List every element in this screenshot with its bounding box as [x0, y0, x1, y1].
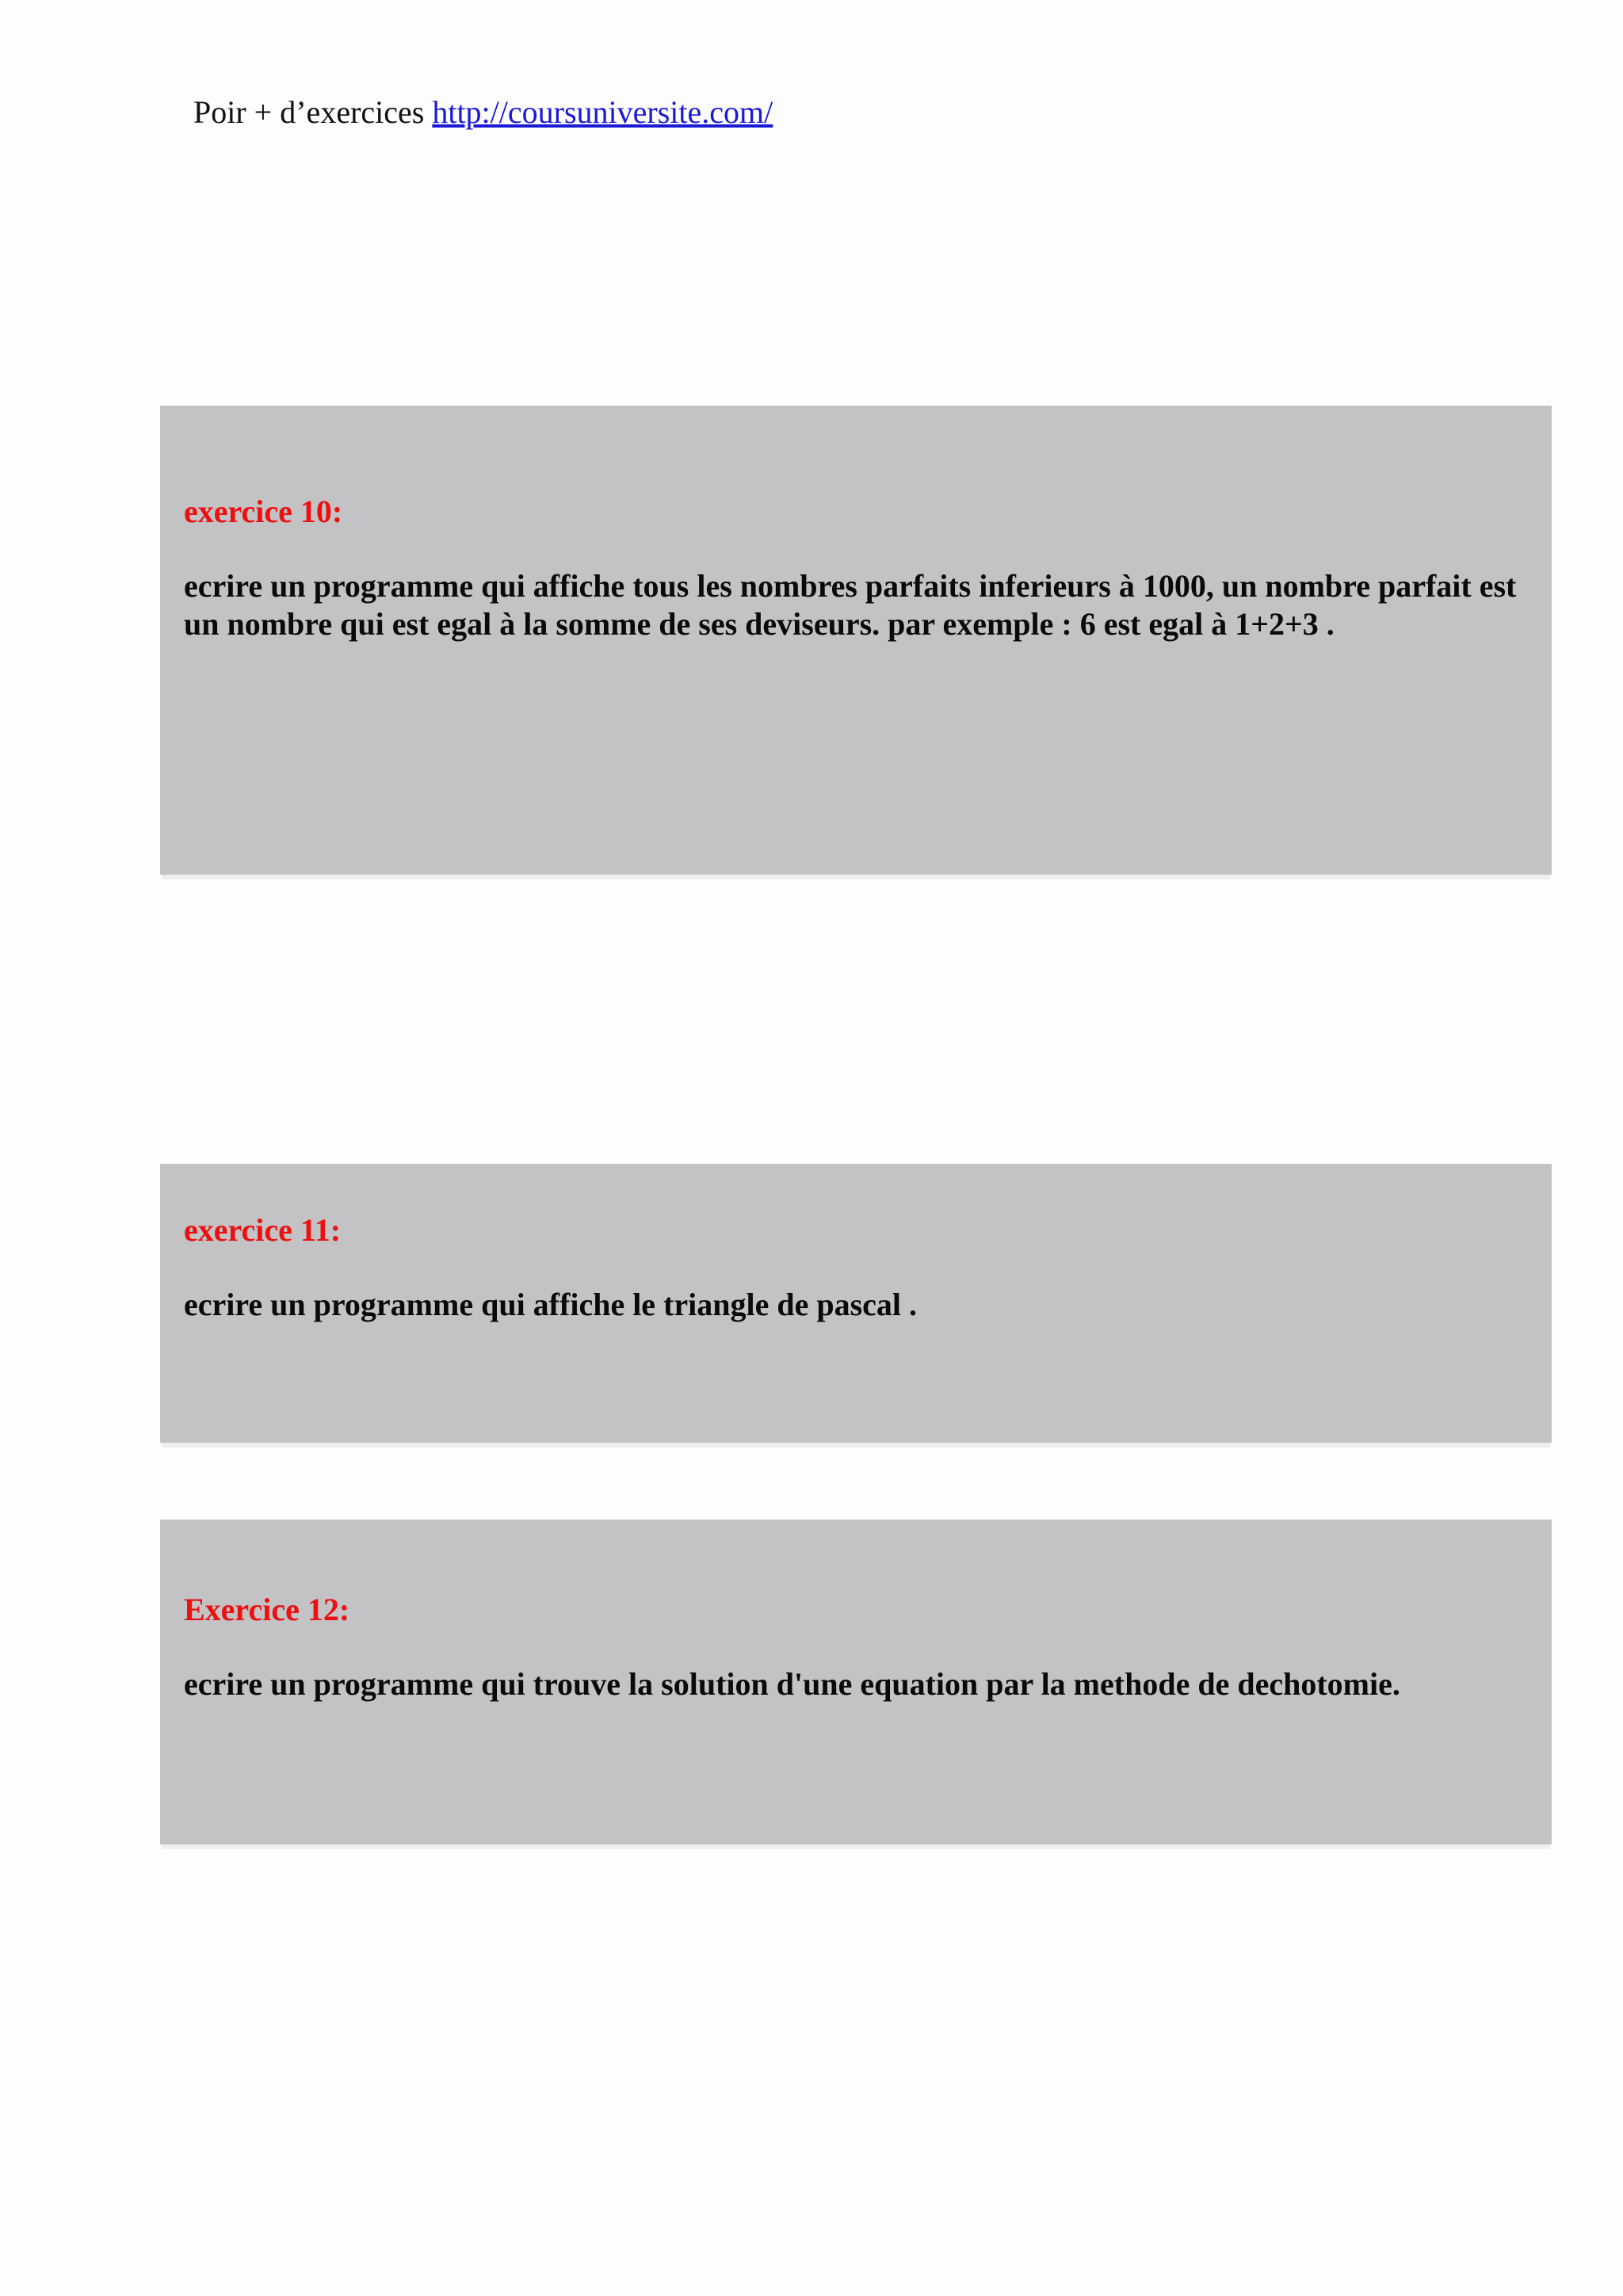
exercise-box-11 [160, 1164, 1552, 1443]
exercise-title: Exercice 12: [184, 1592, 350, 1627]
exercise-text: ecrire un programme qui affiche tous les nombres parfaits inferieurs à 1000, un nombre parfait est un nombre qui est egal à la somme de ses deviseurs. par exemple : 6 est egal à 1+2+3 . [184, 568, 1517, 642]
page-header [193, 93, 773, 132]
header-prefix: Poir + d’exercices [193, 94, 425, 130]
exercise-box-10 [160, 406, 1552, 875]
exercise-text: ecrire un programme qui affiche le triangle de pascal . [184, 1287, 918, 1322]
exercise-title: exercice 10: [184, 494, 343, 529]
exercise-text: ecrire un programme qui trouve la solution d'une equation par la methode de dechotomie. [184, 1666, 1400, 1702]
website-link[interactable]: http://coursuniversite.com/ [432, 94, 773, 130]
exercise-box-12 [160, 1520, 1552, 1844]
exercise-title: exercice 11: [184, 1212, 342, 1248]
